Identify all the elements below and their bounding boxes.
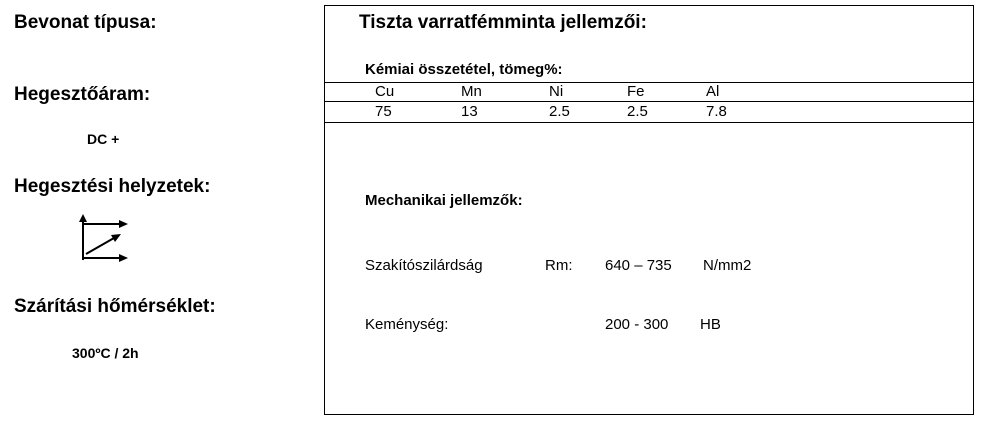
chem-header-al: Al [706,83,720,100]
tensile-strength-label: Szakítószilárdság [365,257,483,274]
table-header-divider [325,101,973,102]
chem-value-fe: 2.5 [627,103,648,120]
welding-current-value: DC + [87,131,120,147]
weld-metal-properties-panel [324,5,974,415]
chem-value-mn: 13 [461,103,478,120]
table-bottom-divider [325,122,973,123]
tensile-strength-unit: N/mm2 [703,257,752,274]
drying-temperature-label: Szárítási hőmérséklet: [14,296,216,317]
hardness-value: 200 - 300 [605,316,669,333]
table-top-divider [325,82,973,83]
tensile-strength-symbol: Rm: [545,257,573,274]
drying-temperature-value: 300ºC / 2h [72,345,139,361]
chem-header-ni: Ni [549,83,564,100]
hardness-label: Keménység: [365,316,449,333]
coating-type-label: Bevonat típusa: [14,12,157,33]
tensile-strength-value: 640 – 735 [605,257,672,274]
panel-title: Tiszta varratfémminta jellemzői: [359,12,647,33]
hardness-unit: HB [700,316,721,333]
chem-header-fe: Fe [627,83,645,100]
welding-positions-label: Hegesztési helyzetek: [14,176,211,197]
chem-value-al: 7.8 [706,103,727,120]
mechanical-properties-title: Mechanikai jellemzők: [365,192,523,209]
chem-value-ni: 2.5 [549,103,570,120]
chem-header-mn: Mn [461,83,482,100]
chem-value-cu: 75 [375,103,392,120]
chem-header-cu: Cu [375,83,395,100]
welding-positions-icon [76,214,130,264]
welding-current-label: Hegesztőáram: [14,84,151,105]
chemical-composition-title: Kémiai összetétel, tömeg%: [365,61,563,78]
